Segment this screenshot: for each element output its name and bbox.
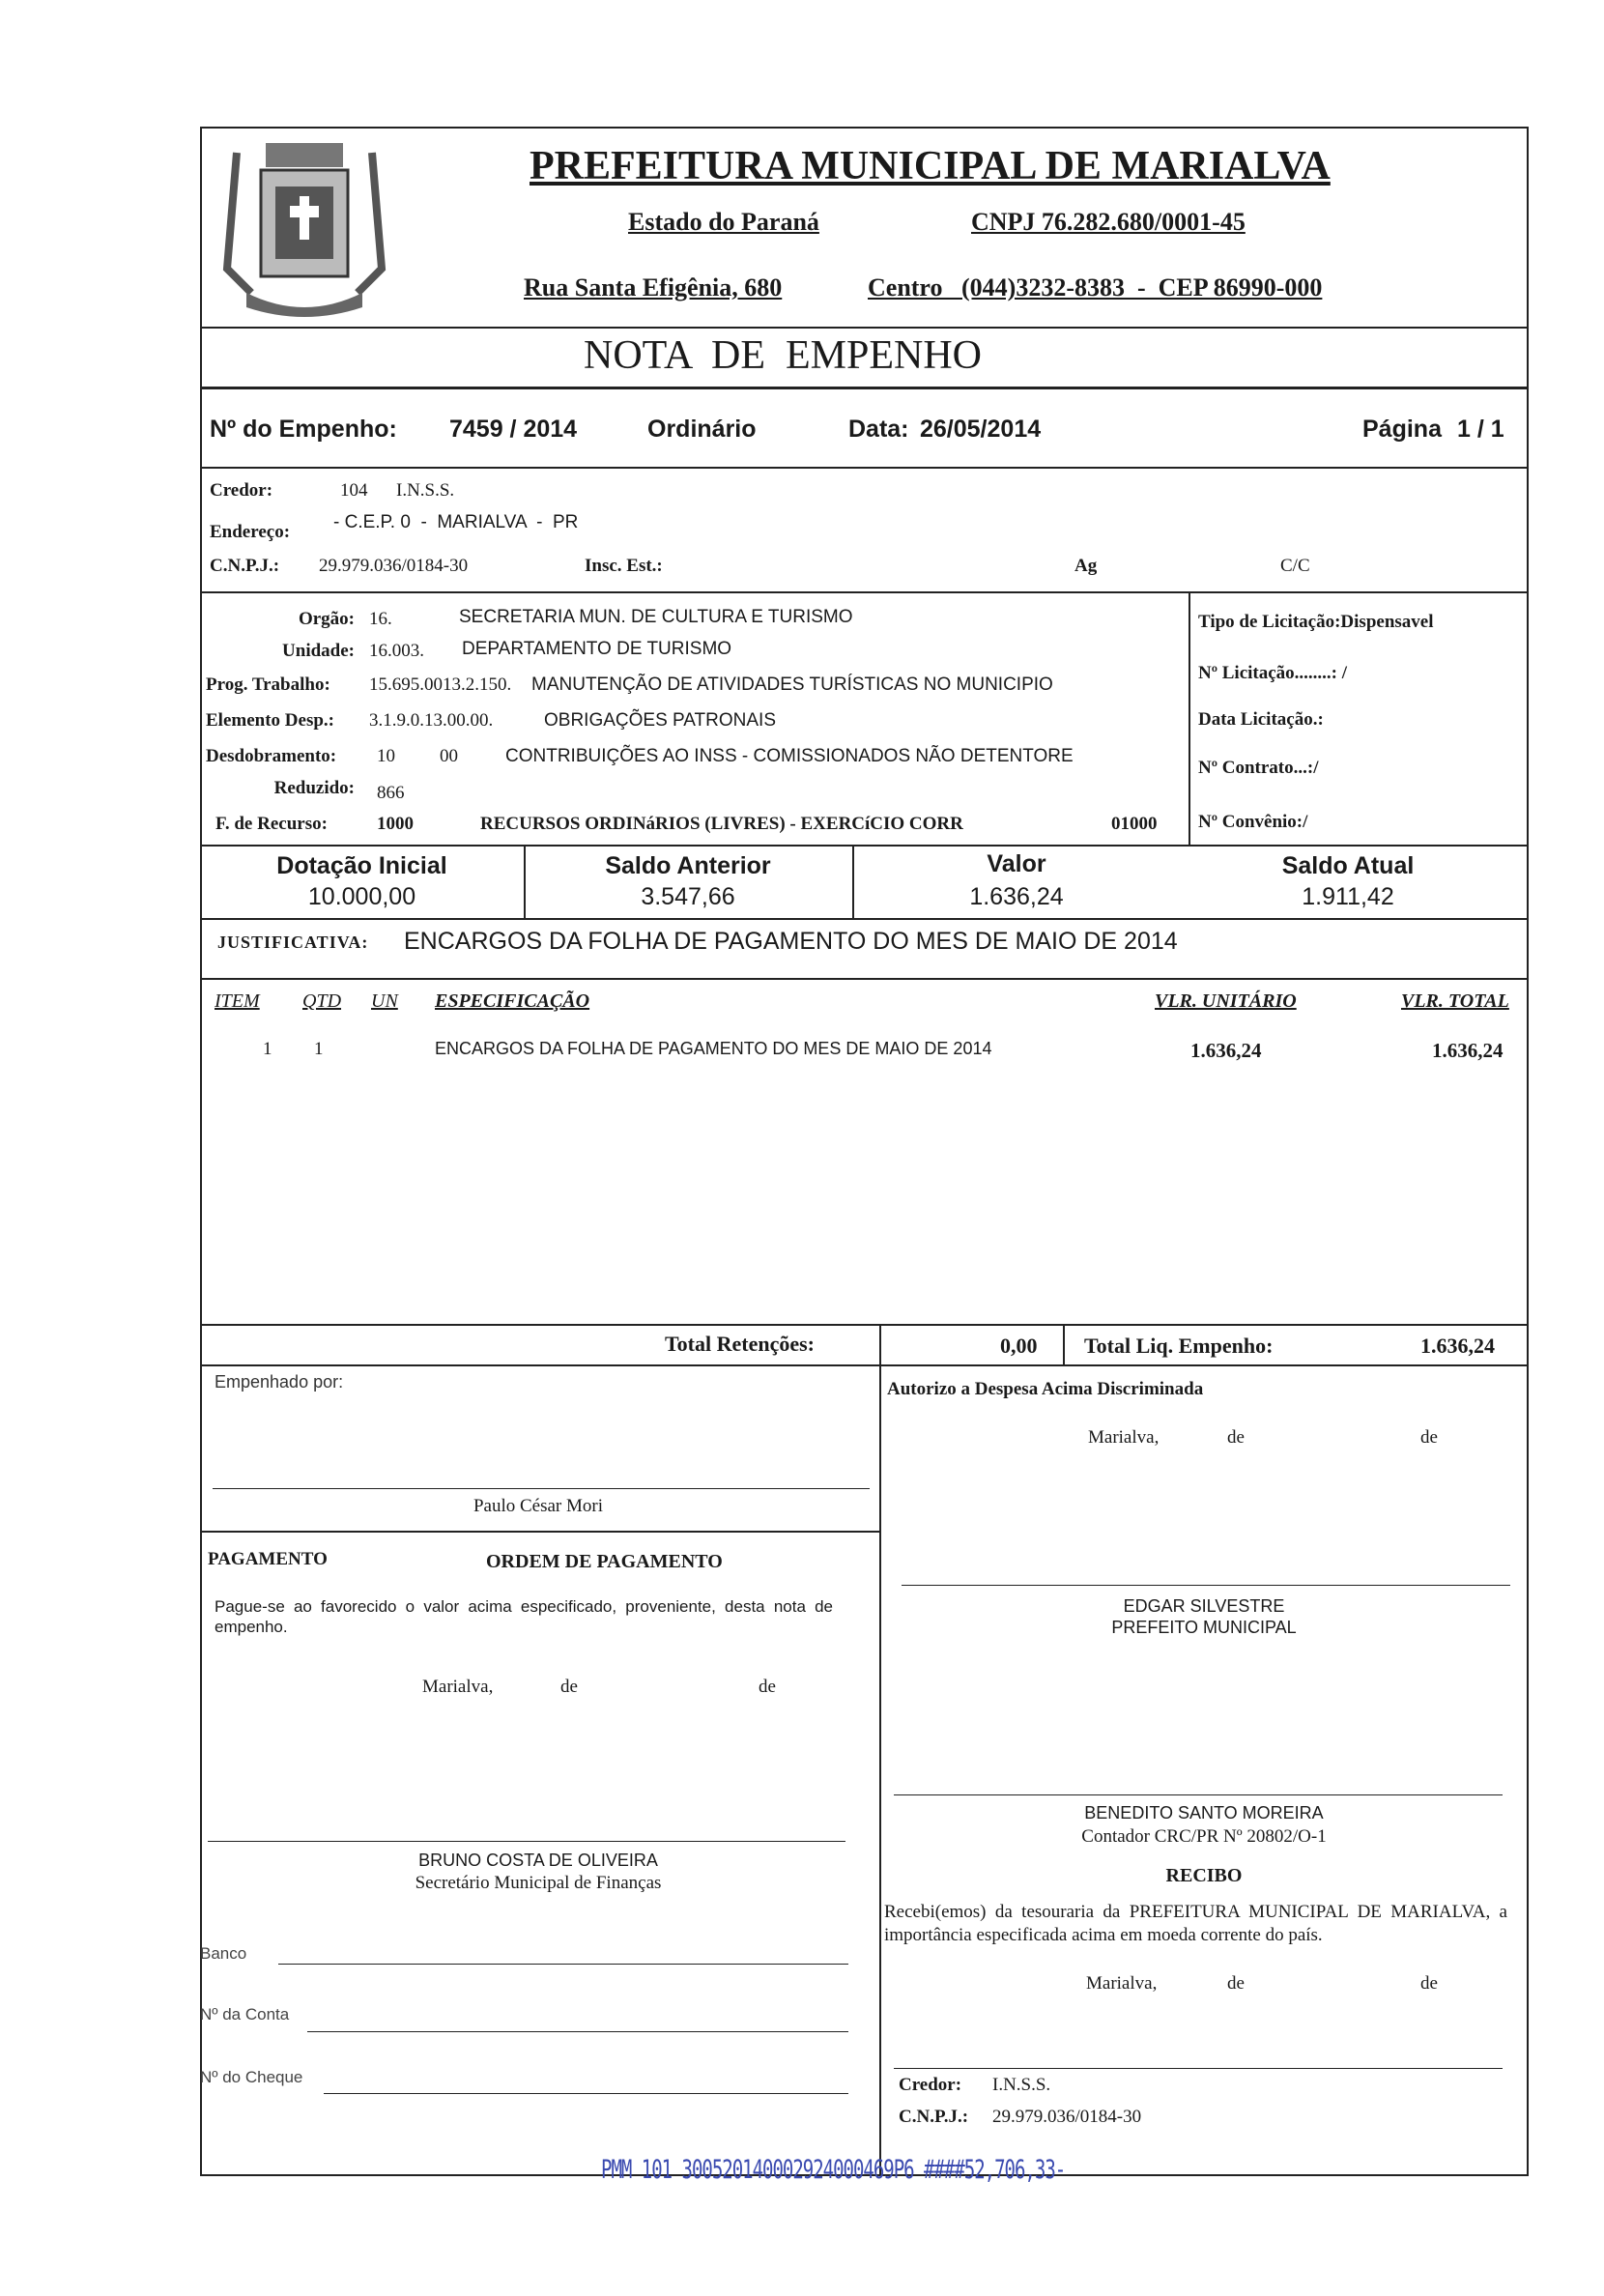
recibo-cnpj: 29.979.036/0184-30 [992,2107,1142,2127]
desdobramento-b: 00 [440,746,458,766]
pagamento-place-de2: de [759,1677,776,1697]
pagamento-text: Pague-se ao favorecido o valor acima especificado, proveniente, desta nota de empenho. [215,1597,833,1636]
recurso-label: F. de Recurso: [215,814,328,834]
item-number: 1 [263,1039,272,1059]
prog-name: MANUTENÇÃO DE ATIVIDADES TURÍSTICAS NO MUNICIPIO [531,674,1053,695]
convenio-numero: Nº Convênio:/ [1198,812,1308,832]
recurso-number: 01000 [1111,814,1158,834]
empenhado-por-label: Empenhado por: [215,1372,344,1392]
item-vlr-total: 1.636,24 [1432,1039,1504,1062]
item-vlr-unitario: 1.636,24 [1190,1039,1262,1062]
dotacao-value: 10.000,00 [307,883,416,910]
contrato-numero: Nº Contrato...:/ [1198,758,1319,778]
credor-address: - C.E.P. 0 - MARIALVA - PR [333,512,579,532]
col-vlr-unitario: VLR. UNITÁRIO [1155,990,1297,1012]
prefeitura-address: Rua Santa Efigênia, 680 [524,273,783,301]
doc-title: NOTA DE EMPENHO [584,333,982,378]
secretario-cargo: Secretário Municipal de Finanças [415,1873,662,1893]
col-especificacao: ESPECIFICAÇÃO [435,990,590,1012]
unidade-label: Unidade: [282,641,355,661]
reduzido-label: Reduzido: [273,778,355,798]
ag-label: Ag [1074,556,1098,576]
total-retencoes-value: 0,00 [1000,1334,1038,1358]
empenho-date: 26/05/2014 [920,416,1042,443]
recurso-code: 1000 [377,814,414,834]
contador-signature-line [894,1794,1503,1795]
elemento-label: Elemento Desp.: [206,710,334,731]
ordem-pagamento-label: ORDEM DE PAGAMENTO [486,1551,723,1572]
col-un: UN [371,990,398,1012]
elemento-code: 3.1.9.0.13.00.00. [369,710,494,731]
prefeitura-cnpj: CNPJ 76.282.680/0001-45 [971,208,1246,236]
page-label: Página [1362,416,1442,443]
saldo-atual-label: Saldo Atual [1281,852,1415,879]
empenho-number-label: Nº do Empenho: [210,416,397,443]
prefeito-cargo: PREFEITO MUNICIPAL [1111,1618,1297,1637]
cheque-label: Nº do Cheque [200,2068,303,2086]
prefeito-signature-line [902,1585,1510,1586]
unidade-name: DEPARTAMENTO DE TURISMO [462,639,732,659]
saldo-atual-value: 1.911,42 [1302,883,1394,910]
reduzido-value: 866 [377,783,405,803]
valor-value: 1.636,24 [969,883,1064,910]
empenhado-signature-line [213,1488,870,1489]
total-retencoes-label: Total Retenções: [665,1332,815,1356]
recibo-place-de2: de [1420,1973,1438,1994]
conta-label: Nº da Conta [200,2005,290,2023]
total-liq-value: 1.636,24 [1420,1334,1495,1358]
secretario-signature-line [208,1841,845,1842]
insc-est-label: Insc. Est.: [585,556,663,576]
empenho-type: Ordinário [647,416,757,443]
desdobramento-a: 10 [377,746,395,766]
orgao-code: 16. [369,609,392,629]
item-qtd: 1 [314,1039,324,1059]
recibo-signature-line [894,2068,1503,2069]
page-number: 1 / 1 [1457,416,1504,443]
justificativa-label: JUSTIFICATIVA: [217,933,369,952]
contador-cargo: Contador CRC/PR Nº 20802/O-1 [1081,1826,1327,1847]
recibo-label: RECIBO [1165,1865,1243,1886]
saldo-anterior-value: 3.547,66 [641,883,735,910]
recibo-text: Recebi(emos) da tesouraria da PREFEITURA MUNICIPAL DE MARIALVA, a importância especificada acima em moeda corrente do país. [884,1902,1507,1945]
recibo-credor-label: Credor: [899,2075,962,2095]
valor-label: Valor [987,850,1046,877]
elemento-name: OBRIGAÇÕES PATRONAIS [544,710,777,731]
item-especificacao: ENCARGOS DA FOLHA DE PAGAMENTO DO MES DE MAIO DE 2014 [435,1039,992,1058]
autorizo-text: Autorizo a Despesa Acima Discriminada [887,1379,1204,1399]
unidade-code: 16.003. [369,641,424,661]
autorizo-place-de2: de [1420,1427,1438,1448]
prog-label: Prog. Trabalho: [206,674,330,695]
recurso-name: RECURSOS ORDINáRIOS (LIVRES) - EXERCíCIO CORR [480,814,963,834]
col-item: ITEM [215,990,260,1012]
licitacao-numero: Nº Licitação........: / [1198,663,1348,683]
pagamento-label: PAGAMENTO [208,1549,328,1569]
pagamento-place-de1: de [560,1677,578,1697]
cheque-line [324,2093,848,2094]
recibo-cnpj-label: C.N.P.J.: [899,2107,969,2127]
recibo-place-city: Marialva, [1086,1973,1158,1994]
cnpj-label: C.N.P.J.: [210,556,280,576]
pagamento-place-city: Marialva, [422,1677,494,1697]
coat-of-arms-icon [208,133,401,327]
prefeito-nome: EDGAR SILVESTRE [1123,1596,1285,1616]
credor-label: Credor: [210,480,273,501]
secretario-nome: BRUNO COSTA DE OLIVEIRA [418,1851,658,1870]
address-label: Endereço: [210,522,291,542]
autorizo-place-city: Marialva, [1088,1427,1160,1448]
prefeitura-title: PREFEITURA MUNICIPAL DE MARIALVA [530,144,1331,188]
recibo-place-de1: de [1227,1973,1245,1994]
col-vlr-total: VLR. TOTAL [1401,990,1509,1012]
col-qtd: QTD [302,990,342,1012]
licitacao-data: Data Licitação.: [1198,709,1324,730]
state-name: Estado do Paraná [628,208,819,236]
orgao-name: SECRETARIA MUN. DE CULTURA E TURISMO [459,607,853,627]
cc-label: C/C [1280,556,1310,576]
conta-line [307,2031,848,2032]
autorizo-place-de1: de [1227,1427,1245,1448]
orgao-label: Orgão: [298,609,355,629]
credor-code: 104 [340,480,368,501]
licitacao-tipo: Tipo de Licitação:Dispensavel [1198,612,1434,632]
prog-code: 15.695.0013.2.150. [369,674,512,695]
recibo-credor: I.N.S.S. [992,2075,1051,2095]
prefeitura-district-phone: Centro (044)3232-8383 - CEP 86990-000 [868,273,1323,301]
desdobramento-name: CONTRIBUIÇÕES AO INSS - COMISSIONADOS NÃO DETENTORE [505,746,1074,766]
contador-nome: BENEDITO SANTO MOREIRA [1084,1803,1324,1822]
authentication-stamp: PMM 101 300520140002924000469P6 ####52,706,33- [601,2155,1066,2185]
saldo-anterior-label: Saldo Anterior [605,852,771,879]
desdobramento-label: Desdobramento: [206,746,337,766]
banco-line [278,1964,848,1965]
credor-cnpj: 29.979.036/0184-30 [319,556,469,576]
banco-label: Banco [200,1944,247,1963]
empenhado-nome: Paulo César Mori [473,1496,604,1516]
justificativa-text: ENCARGOS DA FOLHA DE PAGAMENTO DO MES DE MAIO DE 2014 [404,928,1178,955]
total-liq-label: Total Liq. Empenho: [1084,1334,1274,1358]
empenho-number: 7459 / 2014 [449,416,578,443]
dotacao-label: Dotação Inicial [276,852,447,879]
credor-name: I.N.S.S. [396,480,455,501]
empenho-date-label: Data: [848,416,909,443]
